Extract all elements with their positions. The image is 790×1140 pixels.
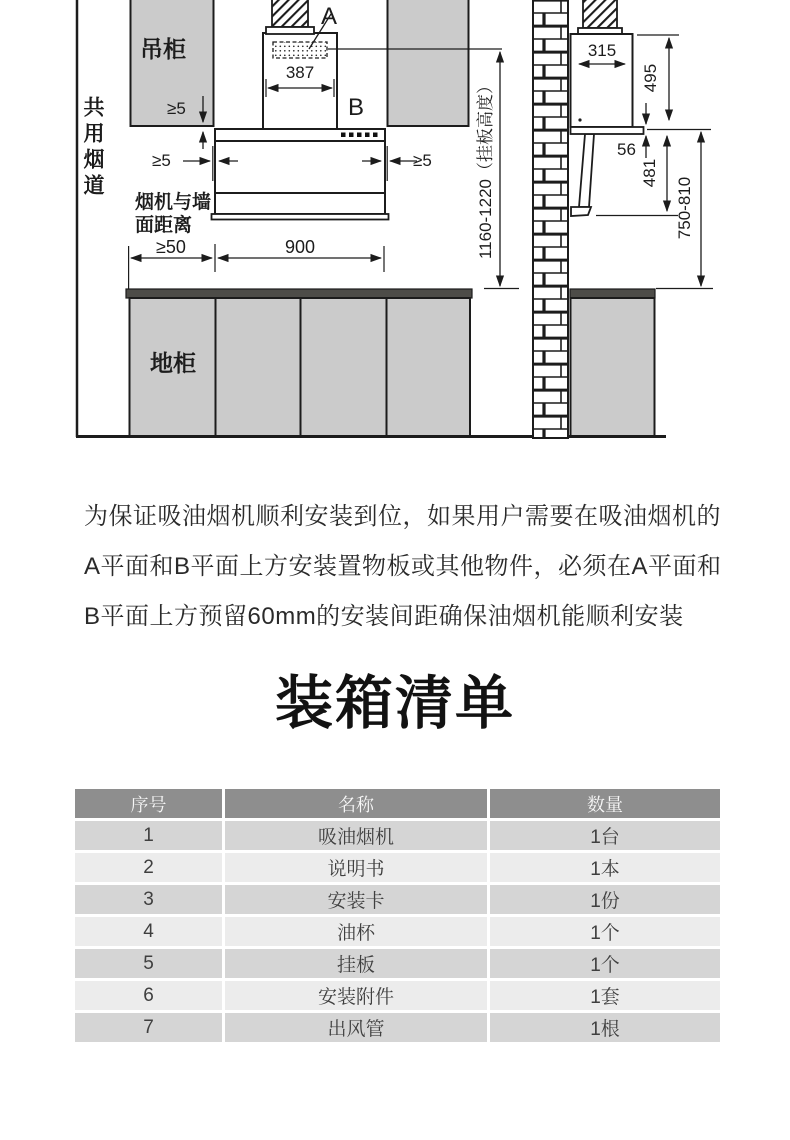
label-shared-flue: 共用烟道 xyxy=(81,96,104,200)
button-icon xyxy=(341,133,346,138)
note-line: A平面和B平面上方安装置物板或其他物件，必须在A平面和 xyxy=(84,553,722,580)
dim-ge5-top: ≥5 xyxy=(167,99,186,118)
flexible-duct-front xyxy=(272,0,308,27)
note-line: 为保证吸油烟机顺利安装到位，如果用户需要在吸油烟机的 xyxy=(84,503,721,530)
dim-750-810: 750-810 xyxy=(675,176,694,240)
installation-note xyxy=(84,492,732,642)
label-hood-wall-distance-1: 烟机与墙 xyxy=(135,192,212,213)
packing-list-title: 装箱清单 xyxy=(274,671,515,736)
label-base-cabinet: 地柜 xyxy=(150,350,196,376)
installation-diagram xyxy=(0,0,790,444)
note-line: B平面上方预留60mm的安装间距确保油烟机能顺利安装 xyxy=(84,603,684,630)
dim-ge5-right: ≥5 xyxy=(413,151,432,170)
column-header-qty: 数量 xyxy=(490,789,720,818)
column-header-no: 序号 xyxy=(75,789,222,818)
label-hood-wall-distance-2: 面距离 xyxy=(135,215,193,236)
table-row: 5 挂板 1个 xyxy=(75,949,720,978)
brick-wall xyxy=(533,0,568,438)
dim-481: 481 xyxy=(640,158,659,188)
countertop-right xyxy=(570,289,655,298)
dim-900: 900 xyxy=(284,237,316,257)
packing-list-table xyxy=(72,786,723,1045)
vent-area-a xyxy=(273,42,327,58)
column-header-name: 名称 xyxy=(225,789,487,818)
button-icon xyxy=(365,133,370,138)
dim-495: 495 xyxy=(641,63,660,93)
dim-ge50: ≥50 xyxy=(156,237,186,257)
dim-56: 56 xyxy=(617,140,636,159)
button-icon xyxy=(349,133,354,138)
table-row: 1 吸油烟机 1台 xyxy=(75,821,720,850)
base-cabinet-right xyxy=(571,298,655,436)
table-row: 3 安装卡 1份 xyxy=(75,885,720,914)
label-surface-a: A xyxy=(321,3,338,30)
button-icon xyxy=(357,133,362,138)
dim-387: 387 xyxy=(285,63,315,82)
flexible-duct-side xyxy=(583,0,617,28)
label-surface-b: B xyxy=(348,94,365,121)
countertop-left xyxy=(126,289,472,298)
table-row: 2 说明书 1本 xyxy=(75,853,720,882)
diagram-linework xyxy=(0,0,790,444)
label-wall-cabinet: 吊柜 xyxy=(140,36,186,62)
dim-315: 315 xyxy=(587,41,617,60)
table-row: 7 出风管 1根 xyxy=(75,1013,720,1042)
table-row: 4 油杯 1个 xyxy=(75,917,720,946)
duct-collar-front xyxy=(266,27,314,34)
b-surface-ledge xyxy=(571,127,644,134)
table-row: 6 安装附件 1套 xyxy=(75,981,720,1010)
dim-ge5-left: ≥5 xyxy=(152,151,171,170)
button-icon xyxy=(373,133,378,138)
table-header-row xyxy=(75,789,720,818)
range-hood-front xyxy=(212,129,389,220)
dim-hanging-plate-height: 1160-1220（挂板高度） xyxy=(476,76,495,260)
